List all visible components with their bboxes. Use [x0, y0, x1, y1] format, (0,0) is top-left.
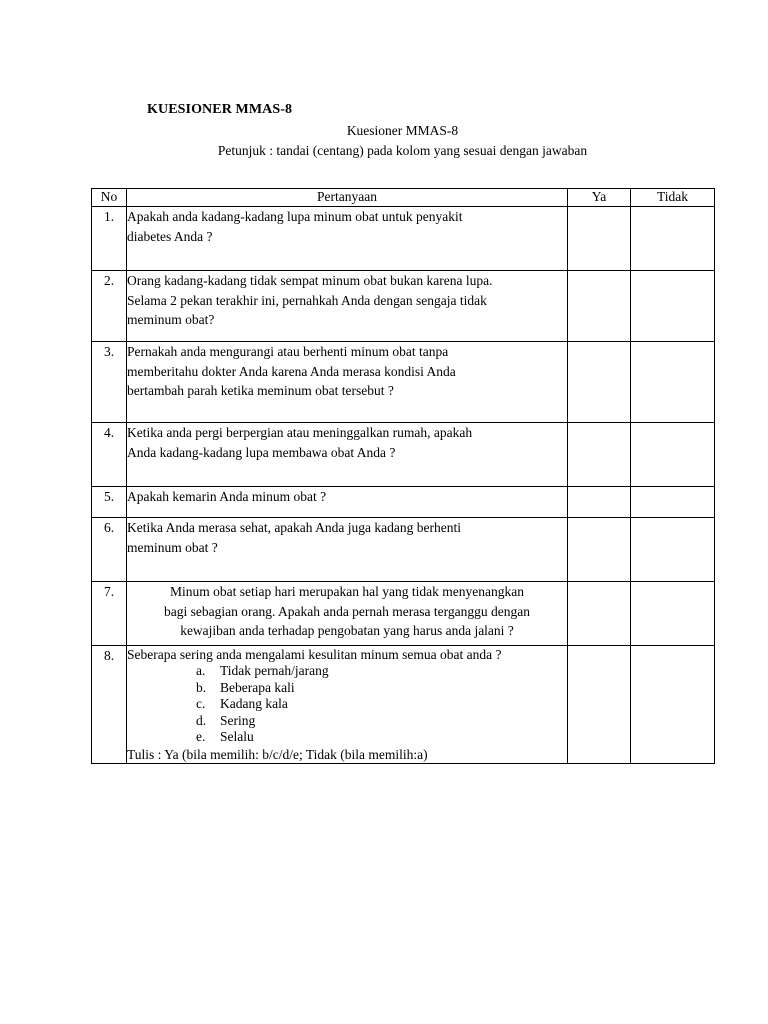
document-instruction: Petunjuk : tandai (centang) pada kolom yang sesuai dengan jawaban [217, 143, 588, 158]
answer-no-cell[interactable] [631, 582, 715, 646]
question-text: Seberapa sering anda mengalami kesulitan minum semua obat anda ? [127, 647, 502, 662]
row-number: 5. [92, 487, 127, 518]
option-text: Selalu [220, 729, 254, 744]
row-number: 6. [92, 518, 127, 582]
question-cell [127, 423, 568, 487]
answer-no-cell[interactable] [631, 342, 715, 423]
header-yes: Ya [568, 189, 631, 207]
answer-no-cell[interactable] [631, 487, 715, 518]
option-text: Sering [220, 712, 256, 728]
question-text: kewajiban anda terhadap pengobatan yang harus anda jalani ? [180, 623, 514, 638]
option-item [127, 696, 567, 713]
option-letter: c. [196, 696, 206, 711]
option-item [127, 729, 567, 746]
document-subtitle: Kuesioner MMAS-8 [346, 123, 459, 138]
table-row [92, 423, 715, 487]
question-text: Apakah anda kadang-kadang lupa minum obat untuk penyakit [127, 209, 463, 224]
table-row [92, 271, 715, 342]
option-text: Tidak pernah/jarang [220, 663, 329, 678]
question-text: meminum obat ? [127, 539, 218, 555]
option-item [127, 713, 567, 730]
question-text: diabetes Anda ? [127, 228, 213, 244]
row-number: 1. [92, 207, 127, 271]
answer-no-cell[interactable] [631, 207, 715, 271]
row-number: 4. [92, 423, 127, 487]
question-cell [127, 646, 568, 764]
answer-yes-cell[interactable] [568, 207, 631, 271]
document-heading: KUESIONER MMAS-8 [147, 102, 293, 117]
questionnaire-table [91, 188, 715, 764]
table-row [92, 207, 715, 271]
answer-yes-cell[interactable] [568, 518, 631, 582]
question-text: Pernakah anda mengurangi atau berhenti minum obat tanpa [127, 344, 449, 359]
answer-no-cell[interactable] [631, 646, 715, 764]
table-row [92, 342, 715, 423]
answer-yes-cell[interactable] [568, 271, 631, 342]
option-letter: a. [196, 663, 206, 678]
table-row [92, 487, 715, 518]
header-no-answer: Tidak [631, 189, 715, 207]
question-cell [127, 518, 568, 582]
table-row [92, 646, 715, 764]
question-cell [127, 271, 568, 342]
answer-no-cell[interactable] [631, 518, 715, 582]
table-header-row [92, 189, 715, 207]
question-text: Selama 2 pekan terakhir ini, pernahkah Anda dengan sengaja tidak [127, 292, 487, 308]
row-number: 8. [92, 646, 127, 764]
answer-yes-cell[interactable] [568, 646, 631, 764]
question-text: Ketika anda pergi berpergian atau meninggalkan rumah, apakah [127, 425, 473, 440]
row-number: 7. [92, 582, 127, 646]
table-row [92, 582, 715, 646]
answer-yes-cell[interactable] [568, 582, 631, 646]
question-cell [127, 207, 568, 271]
question-cell [127, 342, 568, 423]
answer-no-cell[interactable] [631, 271, 715, 342]
header-no: No [92, 189, 127, 207]
answer-instruction: Tulis : Ya (bila memilih: b/c/d/e; Tidak (bila memilih:a) [127, 746, 428, 762]
option-letter: b. [196, 679, 207, 695]
answer-yes-cell[interactable] [568, 342, 631, 423]
header-question: Pertanyaan [127, 189, 568, 207]
answer-yes-cell[interactable] [568, 423, 631, 487]
row-number: 3. [92, 342, 127, 423]
question-cell [127, 487, 568, 518]
question-text: bagi sebagian orang. Apakah anda pernah merasa terganggu dengan [164, 603, 530, 619]
option-item [127, 663, 567, 680]
answer-no-cell[interactable] [631, 423, 715, 487]
question-cell [127, 582, 568, 646]
question-text: memberitahu dokter Anda karena Anda merasa kondisi Anda [127, 363, 456, 379]
question-text: Anda kadang-kadang lupa membawa obat Anda ? [127, 444, 396, 460]
question-text: Ketika Anda merasa sehat, apakah Anda juga kadang berhenti [127, 520, 461, 535]
option-text: Beberapa kali [220, 679, 295, 695]
option-item [127, 680, 567, 697]
question-text: Apakah kemarin Anda minum obat ? [127, 489, 327, 504]
question-text: bertambah parah ketika meminum obat tersebut ? [127, 383, 394, 398]
row-number: 2. [92, 271, 127, 342]
option-text: Kadang kala [220, 696, 288, 711]
question-text: meminum obat? [127, 312, 215, 327]
option-letter: e. [196, 729, 206, 744]
table-row [92, 518, 715, 582]
option-letter: d. [196, 712, 207, 728]
question-text: Minum obat setiap hari merupakan hal yang tidak menyenangkan [170, 584, 524, 599]
question-text: Orang kadang-kadang tidak sempat minum obat bukan karena lupa. [127, 273, 493, 288]
answer-yes-cell[interactable] [568, 487, 631, 518]
